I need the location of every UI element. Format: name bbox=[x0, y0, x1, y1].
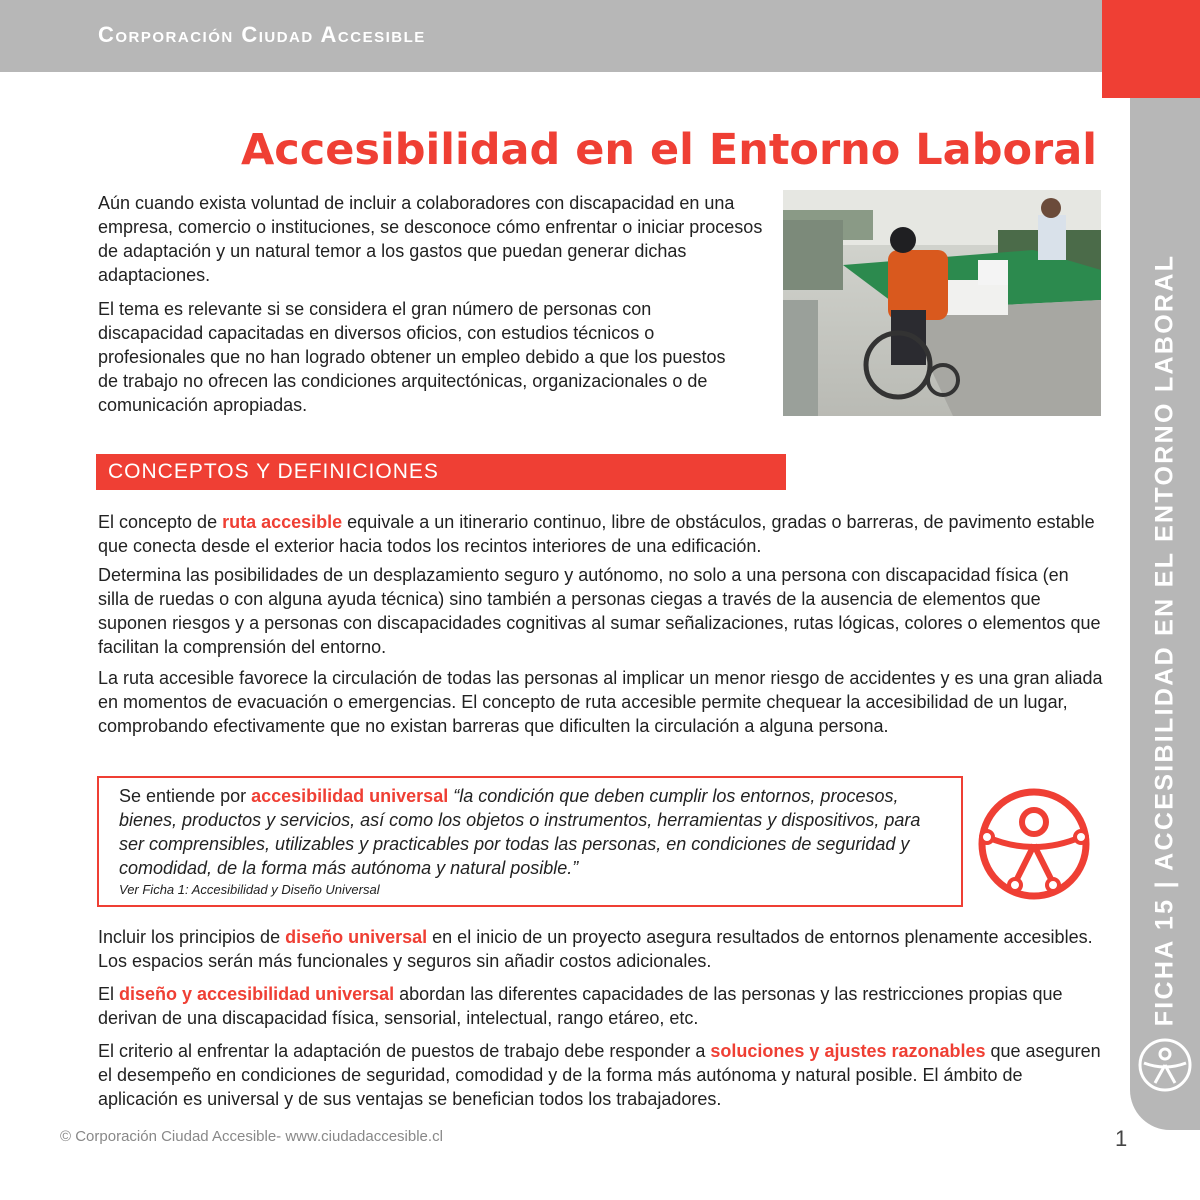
body-paragraph-3: La ruta accesible favorece la circulación de todas las personas al implicar un menor riesgo de accidentes y es una gran aliada en momentos de evacuación o emergencias. El concepto de ruta accesible permite chequear la accesibilidad de un lugar, comprobando efectivamente que no existan barreras que dificulten la circulación a alguna persona. bbox=[98, 668, 1103, 736]
highlight-ruta-accesible: ruta accesible bbox=[222, 512, 343, 532]
definition-quote: “la condición que deben cumplir los entornos, procesos, bienes, productos y servicios, así como los objetos o instrumentos, herramientas y dispositivos, para ser comprensibles, utilizables y practicables por todas las personas, en condiciones de seguridad y comodidad, de la forma más autónoma y natural posible.” bbox=[119, 786, 921, 878]
organization-name: Corporación Ciudad Accesible bbox=[98, 22, 426, 47]
paragraph-text: Incluir los principios de bbox=[98, 927, 286, 947]
highlight-accesibilidad-universal: accesibilidad universal bbox=[251, 786, 449, 806]
paragraph-text: que aseguren el desempeño en condiciones de seguridad, comodidad y de la forma más autónoma y natural posible. El ámbito de aplicación es universal y de sus ventajas se benefician todos los trabajadores. bbox=[98, 1041, 1101, 1109]
header-accent-block bbox=[1102, 0, 1200, 98]
footer-copyright: © Corporación Ciudad Accesible- www.ciudadaccesible.cl bbox=[60, 1128, 443, 1145]
sidebar-label: FICHA 15 | ACCESIBILIDAD EN EL ENTORNO LABORAL bbox=[1150, 253, 1179, 1027]
paragraph-text: abordan las diferentes capacidades de las personas y las restricciones propias que derivan de una discapacidad física, sensorial, intelectual, rango etáreo, etc. bbox=[98, 984, 1063, 1028]
wheelchair-checkout-photo bbox=[783, 190, 1101, 416]
section-header bbox=[96, 454, 786, 490]
universal-access-icon bbox=[1135, 1035, 1195, 1095]
definition-box bbox=[97, 776, 963, 907]
definition-text bbox=[119, 784, 949, 880]
paragraph-text: El criterio al enfrentar la adaptación de puestos de trabajo debe responder a bbox=[98, 1041, 711, 1061]
definition-reference: Ver Ficha 1: Accesibilidad y Diseño Universal bbox=[119, 882, 380, 897]
body-paragraph-1 bbox=[98, 510, 1103, 558]
intro-paragraph-1: Aún cuando exista voluntad de incluir a colaboradores con discapacidad en una empresa, comercio o instituciones, se desconoce cómo enfrentar o iniciar procesos de adaptación y un natural temor a los gastos que puedan generar dichas adaptaciones. bbox=[98, 193, 763, 285]
header-bar bbox=[0, 0, 1102, 72]
page-number: 1 bbox=[1115, 1126, 1128, 1151]
definition-intro: Se entiende por bbox=[119, 786, 252, 806]
body-paragraph-6 bbox=[98, 1039, 1103, 1111]
highlight-diseno-accesibilidad: diseño y accesibilidad universal bbox=[119, 984, 395, 1004]
body-paragraph-4 bbox=[98, 925, 1103, 973]
section-title: CONCEPTOS Y DEFINICIONES bbox=[108, 460, 439, 483]
body-paragraph-2: Determina las posibilidades de un desplazamiento seguro y autónomo, no solo a una persona con discapacidad física (en silla de ruedas o con alguna ayuda técnica) sino también a personas ciegas a través de la ausencia de elementos que suponen riesgos y a personas con discapacidades cognitivas al sumar señalizaciones, rutas lógicas, colores o elementos que facilitan la comprensión del entorno. bbox=[98, 565, 1101, 657]
intro-paragraph-2: El tema es relevante si se considera el gran número de personas con discapacidad capacitadas en diversos oficios, con estudios técnicos o profesionales que no han logrado obtener un empleo debido a que los puestos de trabajo no ofrecen las condiciones arquitectónicas, organizacionales o de comunicación apropiadas. bbox=[98, 299, 726, 415]
paragraph-text: en el inicio de un proyecto asegura resultados de entornos plenamente accesibles. Los espacios serán más funcionales y seguros sin añadir costos adicionales. bbox=[98, 927, 1093, 971]
paragraph-text: El bbox=[98, 984, 120, 1004]
highlight-soluciones-ajustes: soluciones y ajustes razonables bbox=[710, 1041, 986, 1061]
paragraph-text: El concepto de bbox=[98, 512, 223, 532]
page-title: Accesibilidad en el Entorno Laboral bbox=[240, 125, 1097, 175]
highlight-diseno-universal: diseño universal bbox=[285, 927, 428, 947]
body-paragraph-5 bbox=[98, 982, 1103, 1030]
paragraph-text: equivale a un itinerario continuo, libre de obstáculos, gradas o barreras, de pavimento estable que conecta desde el exterior hacia todos los recintos interiores de una edificación. bbox=[98, 512, 1095, 556]
universal-accessibility-symbol-icon bbox=[975, 785, 1093, 903]
